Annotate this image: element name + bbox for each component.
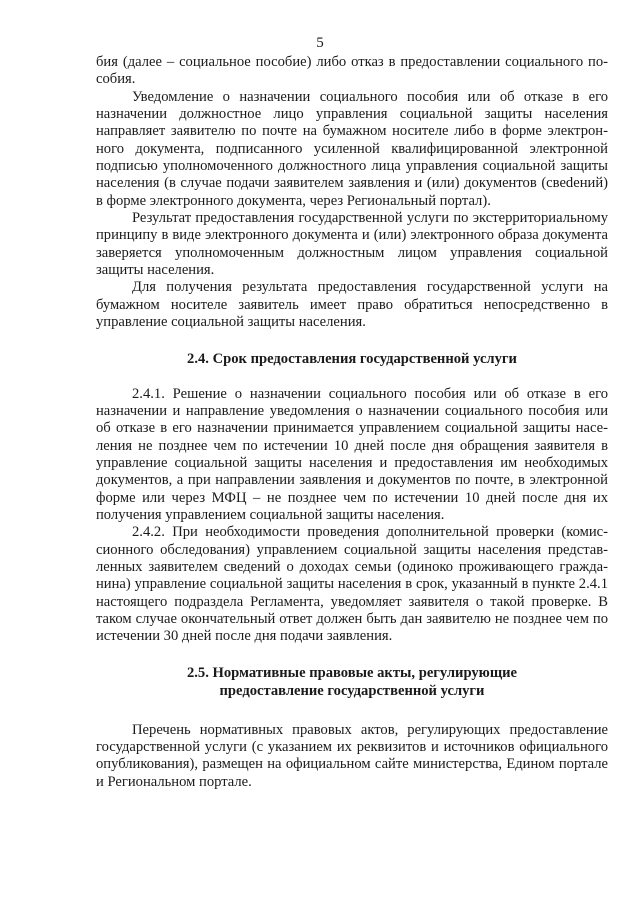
section-heading-2-4: 2.4. Срок предоставления государственной услуги (187, 350, 517, 367)
document-body (96, 54, 608, 791)
paragraph-notification: Уведомление о назначении социального пособия или об отказе в его назначении должностное лицо управления социальной защиты населения направляет заявителю по почте на бумажном носителе либо в форме электронного документа, подписанного усиленной квалифицированной электронной подписью уполномоченного должностного лица управления социальной защиты населения (в случае подачи заявителем заявления и (или) документов (свеdений) в форме электронного документа, через Региональный портал). (96, 88, 608, 209)
page-number: 5 (316, 35, 324, 51)
section-heading-2-5 (96, 664, 608, 700)
paragraph-continuation: бия (далее – социальное пособие) либо отказ в предоставлении социального пособия. (96, 54, 608, 88)
section-heading-2-5-line1: 2.5. Нормативные правовые акты, регулирующие (186, 664, 518, 681)
paragraph-paper-result: Для получения результата предоставления государственной услуги на бумажном носителе заявитель имеет право обратиться непосредственно в управление социальной защиты населения. (96, 279, 608, 331)
paragraph-extraterritorial-result: Результат предоставления государственной услуги по экстерриториальному принципу в виде электронного документа и (или) электронного образа документа заверяется уполномоченным должностным лицом управления социальной защиты населения. (96, 210, 608, 279)
paragraph-2-4-2: 2.4.2. При необходимости проведения дополнительной проверки (комиссионного обследования) управлением социальной защиты населения представленных заявителем сведений о доходах семьи (одиноко проживающего гражданина) управление социальной защиты населения в срок, указанный в пункте 2.4.1 настоящего подраздела Регламента, уведомляет заявителя о такой проверке. В таком случае окончательный ответ должен быть дан заявителю не позднее чем по истечении 30 дней после дня подачи заявления. (96, 524, 608, 645)
paragraph-legal-acts-list: Перечень нормативных правовых актов, регулирующих предоставление государственной услуги (с указанием их реквизитов и источников официального опубликования), размещен на официальном сайте министерства, Едином портале и Региональном портале. (96, 721, 608, 790)
paragraph-2-4-1: 2.4.1. Решение о назначении социального пособия или об отказе в его назначении и направление уведомления о назначении социального пособия или об отказе в его назначении принимается управлением социальной защиты населения не позднее чем по истечении 10 дней после дня обращения заявителя в управление социальной защиты населения и предоставления им необходимых документов, а при направлении заявления и документов по почте, в электронной форме или через МФЦ – не позднее чем по истечении 10 дней после дня их получения управлением социальной защиты населения. (96, 385, 608, 523)
section-heading-2-5-line2: предоставление государственной услуги (219, 682, 485, 699)
